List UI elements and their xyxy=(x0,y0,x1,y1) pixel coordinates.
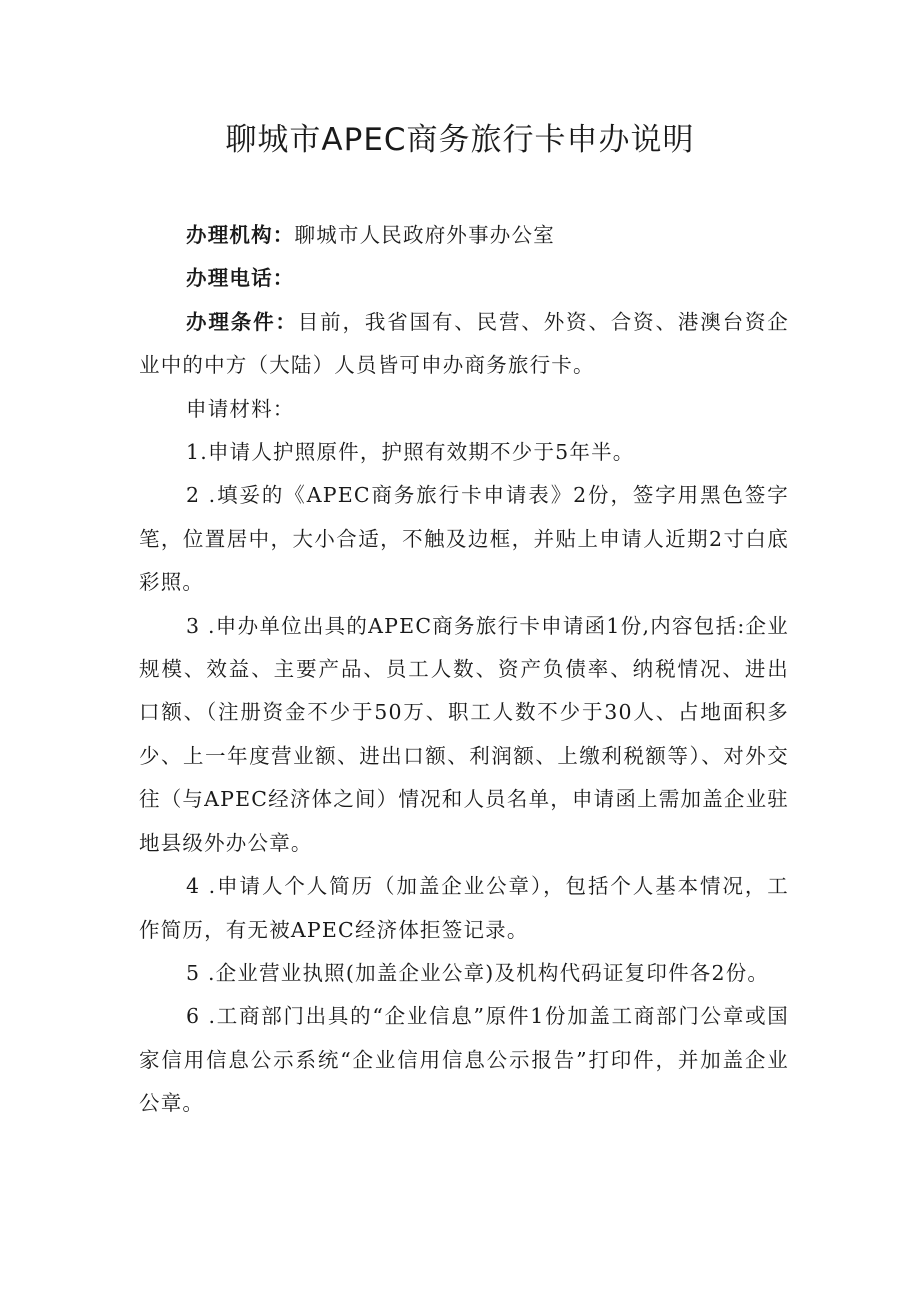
conditions-label: 办理条件： xyxy=(186,309,298,334)
phone-paragraph xyxy=(139,257,789,300)
agency-value: 聊城市人民政府外事办公室 xyxy=(294,223,555,247)
agency-paragraph xyxy=(139,214,789,257)
material-item-5: 5 .企业营业执照(加盖企业公章)及机构代码证复印件各2份。 xyxy=(186,960,770,985)
material-item-4: 4 .申请人个人简历（加盖企业公章），包括个人基本情况，工作简历，有无被APEC经济体拒签记录。 xyxy=(139,874,789,942)
material-item-6: 6 .工商部门出具的“企业信息”原件1份加盖工商部门公章或国家信用信息公示系统“企业信用信息公示报告”打印件，并加盖企业公章。 xyxy=(139,1004,789,1116)
conditions-value: 目前，我省国有、民营、外资、合资、港澳台资企业中的中方（大陆）人员皆可申办商务旅行卡。 xyxy=(139,309,790,378)
document-body xyxy=(139,214,789,1126)
material-item-1: 1.申请人护照原件，护照有效期不少于5年半。 xyxy=(186,440,635,465)
material-item-3: 3 .申办单位出具的APEC商务旅行卡申请函1份,内容包括:企业规模、效益、主要产品、员工人数、资产负债率、纳税情况、进出口额、（注册资金不少于50万、职工人数不少于30人、占地面积多少、上一年度营业额、进出口额、利润额、上缴利税额等）、对外交往（与APEC经济体之间）情况和人员名单，申请函上需加盖企业驻地县级外办公章。 xyxy=(139,613,789,855)
material-item-2: 2 .填妥的《APEC商务旅行卡申请表》2份，签字用黑色签字笔，位置居中，大小合适，不触及边框，并贴上申请人近期2寸白底彩照。 xyxy=(139,483,789,595)
conditions-paragraph xyxy=(139,301,789,388)
page-title: 聊城市APEC商务旅行卡申办说明 xyxy=(225,122,695,158)
materials-heading: 申请材料： xyxy=(186,396,295,421)
phone-label: 办理电话： xyxy=(186,266,295,291)
agency-label: 办理机构： xyxy=(186,223,295,247)
